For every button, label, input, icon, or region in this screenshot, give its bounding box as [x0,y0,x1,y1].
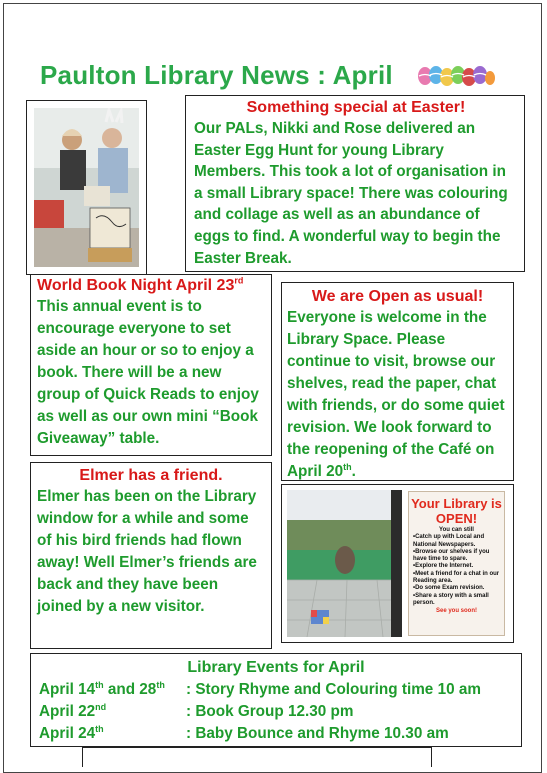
event-text: : Story Rhyme and Colouring time 10 am [186,681,481,698]
world-book-night-heading-sup: rd [234,275,244,286]
elmer-window-photo [287,490,402,637]
events-heading: Library Events for April [187,659,365,676]
open-as-usual-article [281,282,514,481]
world-book-night-body: This annual event is to encourage everyone to set aside an hour or so to enjoy a book. There will be a new group of Quick Reads to enjoy as well as our own mini “Book Giveaway” table. [37,298,259,447]
easter-article [185,95,525,272]
poster-heading: Your Library is [411,496,502,511]
easter-body: Our PALs, Nikki and Rose delivered an Easter Egg Hunt for young Library Members. This took a lot of organisation in a small Library space! There was colouring and collage as well as an abundance of eggs to find. A wonderful way to begin the Easter Break. [194,120,508,267]
poster-item: •Explore the Internet. [413,563,474,570]
event-date-sup: th [95,679,104,690]
library-open-poster [408,491,505,636]
open-body-end: . [351,463,356,480]
open-body-sup: th [343,461,352,472]
event-date-text: April 14 [39,681,96,698]
event-row [39,723,513,745]
poster-open: OPEN! [435,511,478,526]
bottom-box-edge [82,747,432,767]
open-body [287,307,508,483]
event-row [39,679,513,701]
event-date-sup2: th [156,679,165,690]
page-title: Paulton Library News : April [40,60,393,90]
event-date-text: April 24 [39,725,96,742]
world-book-night-article [30,274,272,456]
poster-signoff: See you soon! [435,608,477,615]
event-date-text: April 22 [39,703,96,720]
photo-easter-egg-hunt [26,100,147,275]
event-row [39,701,513,723]
event-date [39,679,165,701]
poster-item: •Do some Exam revision. [413,585,485,592]
poster-item: •Share a story with a small person. [413,592,489,606]
elmer-article [30,462,272,649]
world-book-night-heading-text: World Book Night April 23 [37,277,235,294]
event-date [39,723,104,745]
library-events-panel [30,653,522,747]
event-date-sup: th [95,723,104,734]
elmer-body: Elmer has been on the Library window for a while and some of his bird friends had flown away! Well Elmer’s friends are back and they have been joined by a new visitor. [37,488,257,615]
open-heading: We are Open as usual! [311,288,484,305]
event-text: : Baby Bounce and Rhyme 10.30 am [186,725,449,742]
poster-item: •Catch up with Local and National Newspapers. [413,534,485,548]
event-date-mid: and 28 [103,681,157,698]
world-book-night-heading [37,276,265,296]
elmer-window-photo-panel [281,484,514,643]
open-body-text: Everyone is welcome in the Library Space. Please continue to visit, browse our shelves, read the paper, chat with friends, or do some quiet revision. We look forward to the reopening of the Café on April 20 [287,309,505,480]
event-text: : Book Group 12.30 pm [186,703,354,720]
event-date [39,701,106,723]
elmer-heading: Elmer has a friend. [79,467,223,484]
easter-eggs-icon [416,63,496,89]
easter-heading: Something special at Easter! [246,99,466,116]
event-date-sup: nd [95,701,107,712]
poster-item: •Meet a friend for a chat in our Reading area. [413,570,500,585]
easter-photo-image [34,108,139,267]
poster-intro: You can still [439,527,474,533]
poster-item: •Browse our shelves if you have time to spare. [413,548,490,563]
